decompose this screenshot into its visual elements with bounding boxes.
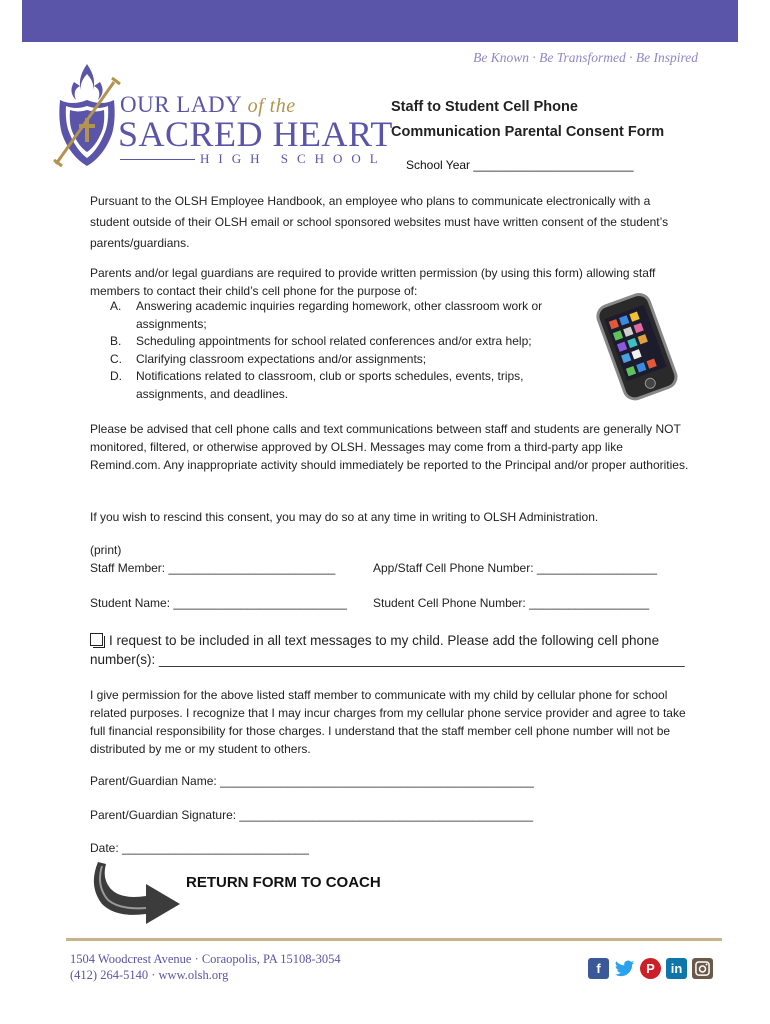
- list-item: C. Clarifying classroom expectations and/or assignments;: [110, 351, 427, 366]
- social-links: [588, 958, 713, 979]
- student-phone-field[interactable]: Student Cell Phone Number: __________________: [373, 596, 650, 610]
- header-banner: [22, 0, 738, 42]
- permission-statement: I give permission for the above listed staff member to communicate with my child by cellular phone for school related purposes. I recognize that I may incur charges from my cellular phone service provider and agree to take full financial responsibility for those charges. I understand that the staff member cell phone number will not be distributed by me or my student to others.: [90, 688, 686, 756]
- smartphone-icon: [588, 292, 684, 402]
- permission-paragraph: Parents and/or legal guardians are required to provide written permission (by using this form) allowing staff members to contact their child’s cell phone for the purpose of:: [90, 266, 656, 298]
- staff-member-field[interactable]: Staff Member: _________________________: [90, 561, 336, 575]
- facebook-icon[interactable]: f: [588, 958, 609, 979]
- school-address: [70, 951, 341, 983]
- twitter-icon[interactable]: [614, 958, 635, 979]
- intro-paragraph: Pursuant to the OLSH Employee Handbook, an employee who plans to communicate electronically with a student outside of their OLSH email or school sponsored websites must have written consent of the student’s parents/guardians.: [90, 194, 669, 250]
- curved-arrow-icon: [88, 860, 184, 926]
- date-field[interactable]: Date: ____________________________: [90, 841, 309, 855]
- logo-line-1: OUR LADY of the: [120, 92, 296, 117]
- staff-phone-field[interactable]: App/Staff Cell Phone Number: __________________: [373, 561, 657, 575]
- form-title-line-2: Communication Parental Consent Form: [391, 124, 665, 140]
- guardian-signature-field[interactable]: Parent/Guardian Signature: ____________________________________________: [90, 808, 534, 822]
- logo-divider: [120, 159, 195, 160]
- logo-line-3: HIGH SCHOOL: [200, 151, 387, 166]
- list-item: D. Notifications related to classroom, club or sports schedules, events, trips, assignments, and deadlines.: [110, 369, 524, 401]
- logo-line-2: SACRED HEART: [118, 114, 393, 154]
- pinterest-icon[interactable]: P: [640, 958, 661, 979]
- list-item: A. Answering academic inquiries regarding homework, other classroom work or assignments;: [110, 299, 543, 331]
- advisory-paragraph: Please be advised that cell phone calls and text communications between staff and students are generally NOT monitored, filtered, or otherwise approved by OLSH. Messages may come from a third-party app like Remind.com. Any inappropriate activity should immediately be reported to the Principal and/or proper authorities.: [90, 422, 689, 472]
- rescind-paragraph: If you wish to rescind this consent, you may do so at any time in writing to OLSH Administration.: [90, 510, 599, 524]
- request-checkbox[interactable]: [90, 633, 103, 646]
- footer-divider: [66, 938, 722, 941]
- linkedin-icon[interactable]: in: [666, 958, 687, 979]
- request-text[interactable]: I request to be included in all text messages to my child. Please add the following cell phone number(s): ______________________________________________________________________: [90, 633, 685, 667]
- student-name-field[interactable]: Student Name: __________________________: [90, 596, 347, 610]
- address-line-2[interactable]: (412) 264-5140 · www.olsh.org: [70, 968, 229, 982]
- print-label: (print): [90, 543, 122, 557]
- logo-of-the: of the: [247, 95, 296, 117]
- instagram-icon[interactable]: [692, 958, 713, 979]
- address-line-1: 1504 Woodcrest Avenue · Coraopolis, PA 15108-3054: [70, 952, 341, 966]
- form-title-line-1: Staff to Student Cell Phone: [391, 99, 578, 115]
- return-instruction: RETURN FORM TO COACH: [186, 874, 381, 891]
- school-year-field[interactable]: School Year ________________________: [406, 158, 634, 172]
- school-tagline: Be Known · Be Transformed · Be Inspired: [473, 50, 698, 65]
- form-title: [391, 95, 664, 145]
- list-item: B. Scheduling appointments for school related conferences and/or extra help;: [110, 334, 532, 348]
- text-message-request: [90, 631, 690, 669]
- guardian-name-field[interactable]: Parent/Guardian Name: _______________________________________________: [90, 774, 534, 788]
- school-crest-icon: [52, 60, 122, 172]
- purpose-list: [110, 298, 580, 403]
